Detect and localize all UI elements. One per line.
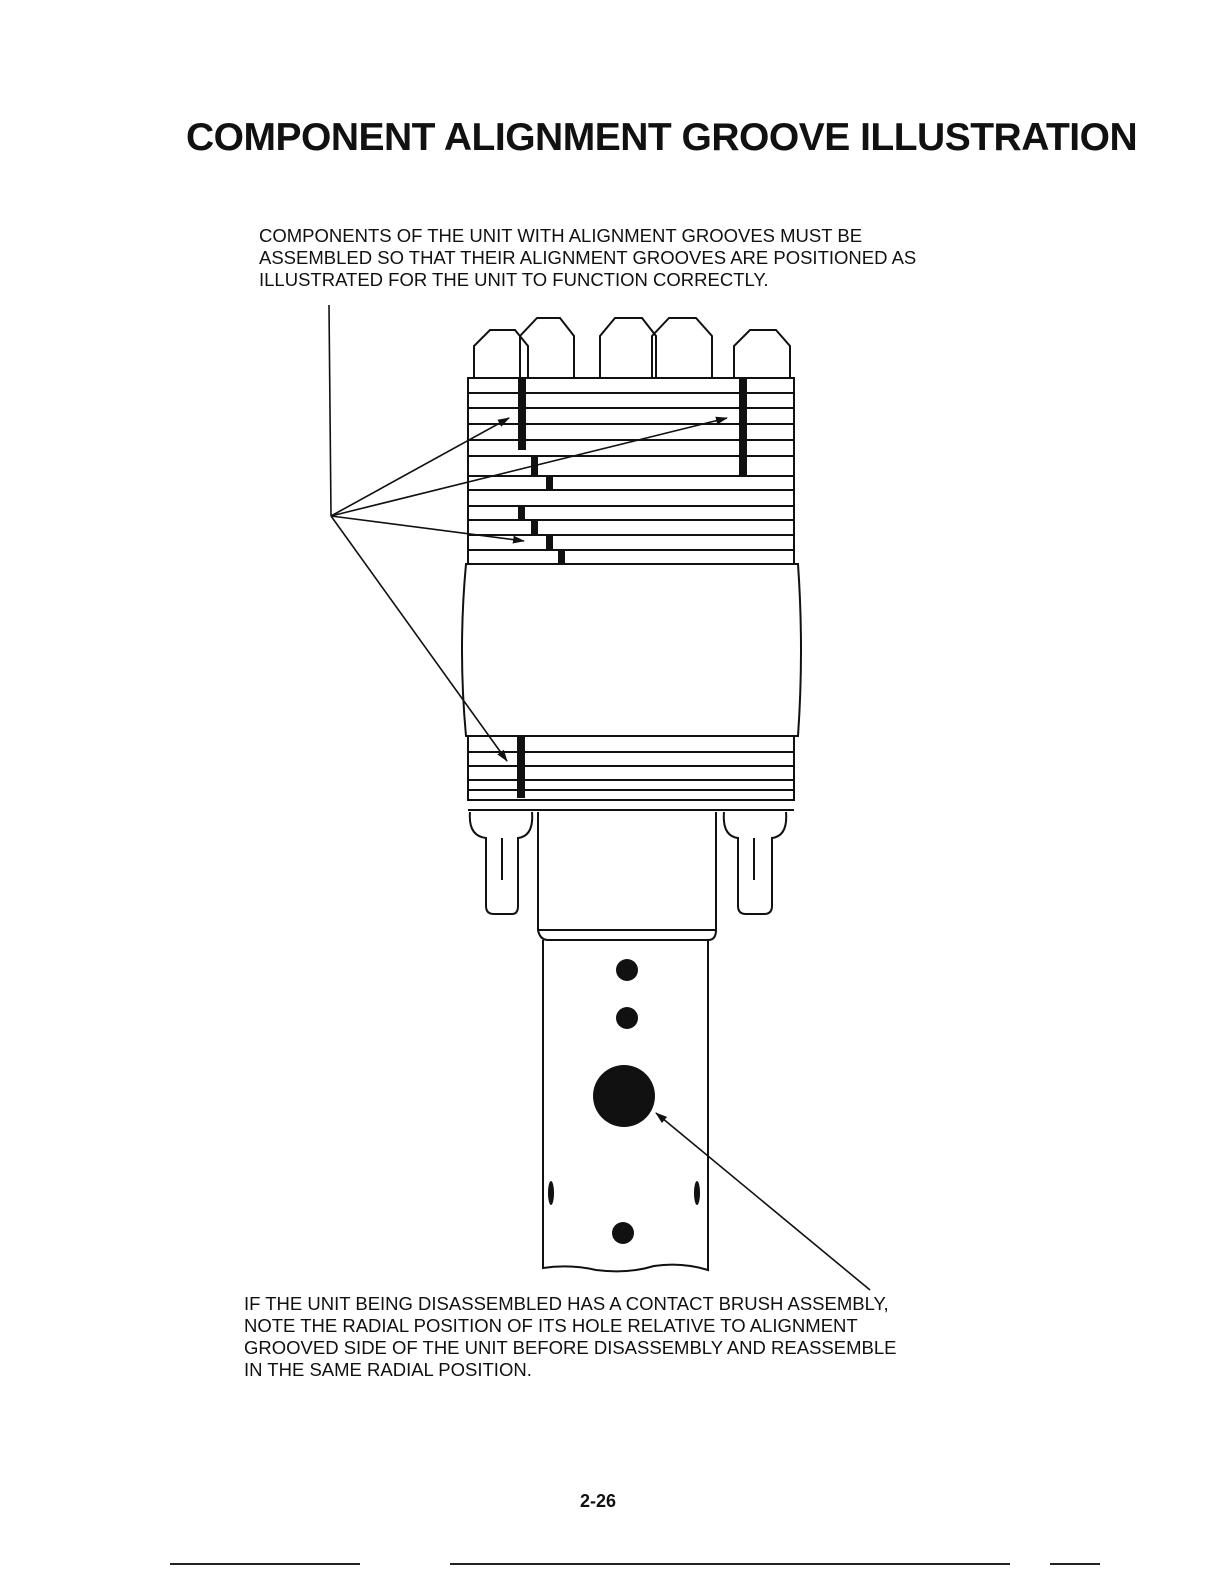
bottom-scan-rule: [450, 1563, 1010, 1565]
note-line: GROOVED SIDE OF THE UNIT BEFORE DISASSEMBLY AND REASSEMBLE: [244, 1337, 897, 1358]
hole-leader-line: [656, 1113, 870, 1290]
bottom-scan-rule: [170, 1563, 360, 1565]
page-number: 2-26: [580, 1491, 617, 1511]
intro-line: ASSEMBLED SO THAT THEIR ALIGNMENT GROOVES ARE POSITIONED AS: [259, 247, 917, 268]
shaft-collar: [538, 812, 716, 940]
note-line: NOTE THE RADIAL POSITION OF ITS HOLE RELATIVE TO ALIGNMENT: [244, 1315, 858, 1336]
alignment-grooves-upper: [518, 378, 747, 564]
intro-line: ILLUSTRATED FOR THE UNIT TO FUNCTION CORRECTLY.: [259, 269, 769, 290]
note-line: IN THE SAME RADIAL POSITION.: [244, 1359, 532, 1380]
alignment-groove-lower: [517, 736, 525, 798]
center-sleeve: [462, 564, 801, 736]
note-paragraph: [244, 1293, 966, 1381]
bottom-mounting-posts: [470, 812, 786, 914]
contact-brush-hole: [593, 1065, 655, 1127]
shaft-holes: [548, 959, 700, 1244]
note-line: IF THE UNIT BEING DISASSEMBLED HAS A CONTACT BRUSH ASSEMBLY,: [244, 1293, 889, 1314]
intro-line: COMPONENTS OF THE UNIT WITH ALIGNMENT GROOVES MUST BE: [259, 225, 863, 246]
bottom-scan-rule: [1050, 1563, 1100, 1565]
lower-ring-stack: [468, 736, 794, 810]
top-terminal-lugs: [474, 318, 790, 378]
page-title: COMPONENT ALIGNMENT GROOVE ILLUSTRATION: [186, 116, 1138, 159]
